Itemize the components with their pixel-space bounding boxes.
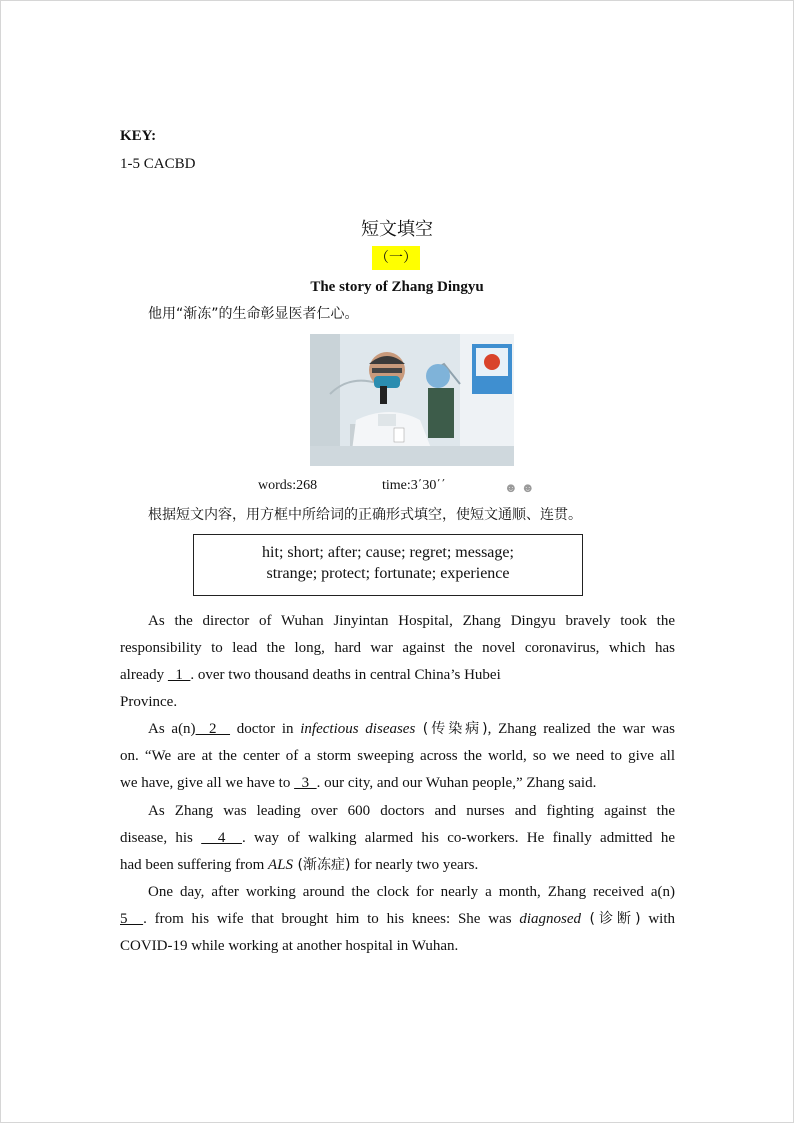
part-badge: （一） <box>372 246 420 270</box>
smiley-icon: ☻ ☻ <box>504 480 535 495</box>
text-line: COVID-19 while working at another hospital in Wuhan. <box>120 938 459 954</box>
blank-1: 1 <box>167 667 191 683</box>
paragraph-3 <box>120 798 675 879</box>
key-label: KEY: <box>120 128 157 144</box>
word-box-line-2: strange; protect; fortunate; experience <box>266 565 510 582</box>
word-box-line-1: hit; short; after; cause; regret; message; <box>262 544 514 561</box>
doctor-photo-illustration <box>310 334 514 466</box>
text-line: already 1 . over two thousand deaths in central China’s Hubei <box>120 667 501 683</box>
key-answers: 1-5 CACBD <box>120 156 196 172</box>
reading-time: time:3΄30΄΄ <box>382 478 446 493</box>
text-line: had been suffering from ALS (渐冻症) for nearly two years. <box>120 857 479 873</box>
blank-4: 4 <box>201 830 242 846</box>
paragraph-2 <box>120 716 675 797</box>
text-line: we have, give all we have to 3 . our city, and our Wuhan people,” Zhang said. <box>120 775 597 791</box>
paragraph-1 <box>120 608 675 716</box>
text-line: One day, after working around the clock for nearly a month, Zhang received a(n) <box>148 884 675 900</box>
text-line: 5 . from his wife that brought him to his knees: She was diagnosed (诊断) with <box>120 911 675 927</box>
paragraph-4 <box>120 879 675 960</box>
text-line: on. “We are at the center of a storm sweeping across the world, so we need to give all <box>120 748 675 764</box>
story-title: The story of Zhang Dingyu <box>310 279 484 295</box>
text-line: As the director of Wuhan Jinyintan Hospital, Zhang Dingyu bravely took the <box>148 613 675 629</box>
doctor-photo <box>310 334 514 466</box>
word-box <box>193 534 583 596</box>
text-line: responsibility to lead the long, hard war against the novel coronavirus, which has <box>120 640 675 656</box>
text-line: disease, his 4 . way of walking alarmed his co-workers. He finally admitted he <box>120 830 675 846</box>
word-count: words:268 <box>258 478 318 493</box>
text-line: As a(n) 2 doctor in infectious diseases (传染病), Zhang realized the war was <box>148 721 676 737</box>
blank-5: 5 <box>120 911 144 927</box>
blank-3: 3 <box>294 775 317 791</box>
blank-2: 2 <box>195 721 231 737</box>
story-subtitle: 他用“渐冻”的生命彰显医者仁心。 <box>148 306 359 322</box>
text-line: As Zhang was leading over 600 doctors and nurses and fighting against the <box>148 803 675 819</box>
instruction: 根据短文内容，用方框中所给词的正确形式填空，使短文通顺、连贯。 <box>148 507 582 523</box>
section-title: 短文填空 <box>361 219 433 240</box>
text-line: Province. <box>120 694 178 710</box>
